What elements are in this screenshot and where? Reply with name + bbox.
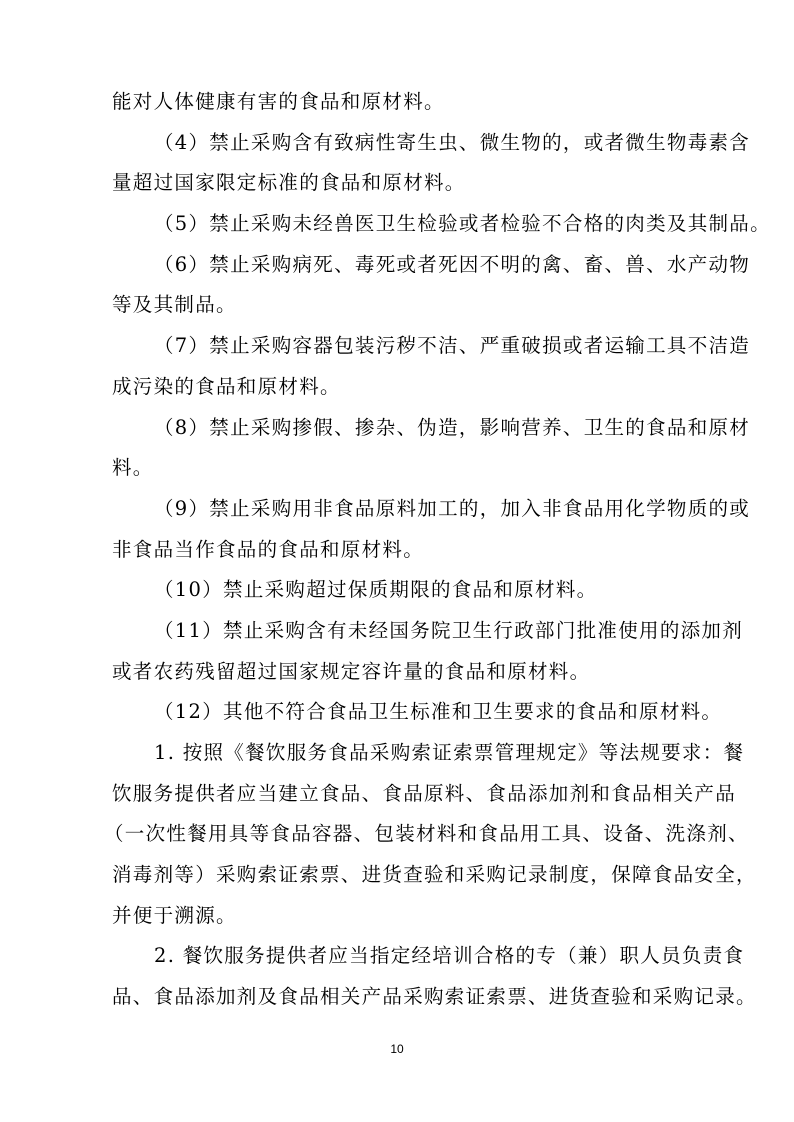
text-line: 1. 按照《餐饮服务食品采购索证索票管理规定》等法规要求：餐 (154, 741, 745, 764)
paragraph-item-8 (112, 408, 751, 489)
paragraph-item-5 (112, 204, 771, 245)
text-line: 品、食品添加剂及食品相关产品采购索证索票、进货查验和采购记录。 (112, 985, 757, 1009)
text-line: 能对人体健康有害的食品和原材料。 (112, 90, 445, 113)
paragraph-item-10 (112, 570, 682, 611)
paragraph-item-11 (112, 611, 744, 692)
paragraph-item-7 (112, 326, 751, 407)
text-line: 饮服务提供者应当建立食品、食品原料、食品添加剂和食品相关产品 (112, 781, 737, 805)
text-line: 非食品当作食品的食品和原材料。 (112, 537, 425, 561)
paragraph-point-2 (112, 936, 757, 1017)
paragraph-item-9 (112, 489, 751, 570)
text-line: （一次性餐用具等食品容器、包装材料和食品用工具、设备、洗涤剂、 (104, 822, 749, 846)
document-body (104, 82, 771, 1018)
text-line: （5）禁止采购未经兽医卫生检验或者检验不合格的肉类及其制品。 (154, 212, 771, 236)
text-line: 并便于溯源。 (112, 903, 237, 927)
paragraph-point-1 (104, 733, 757, 936)
text-line: 消毒剂等）采购索证索票、进货查验和采购记录制度，保障食品安全， (112, 863, 757, 887)
text-line: （9）禁止采购用非食品原料加工的，加入非食品用化学物质的或 (154, 496, 751, 520)
paragraph-item-4 (112, 123, 751, 204)
text-line: 料。 (112, 456, 154, 480)
text-line: 量超过国家限定标准的食品和原材料。 (112, 171, 466, 195)
text-line: （10）禁止采购超过保质期限的食品和原材料。 (154, 578, 598, 602)
paragraph-cont-3 (112, 82, 682, 123)
paragraph-item-12 (112, 692, 723, 733)
text-line: （12）其他不符合食品卫生标准和卫生要求的食品和原材料。 (154, 700, 723, 724)
text-line: 或者农药残留超过国家规定容许量的食品和原材料。 (112, 659, 591, 683)
text-line: （8）禁止采购掺假、掺杂、伪造，影响营养、卫生的食品和原材 (154, 415, 751, 439)
paragraph-item-6 (112, 245, 751, 326)
text-line: 等及其制品。 (112, 293, 237, 317)
text-line: （7）禁止采购容器包装污秽不洁、严重破损或者运输工具不洁造 (154, 334, 751, 358)
text-line: （4）禁止采购含有致病性寄生虫、微生物的，或者微生物毒素含 (154, 130, 751, 154)
text-line: 成污染的食品和原材料。 (112, 374, 341, 398)
page-number: 10 (390, 1042, 404, 1056)
text-line: （6）禁止采购病死、毒死或者死因不明的禽、畜、兽、水产动物 (154, 252, 751, 276)
text-line: 2. 餐饮服务提供者应当指定经培训合格的专（兼）职人员负责食 (154, 944, 745, 968)
text-line: （11）禁止采购含有未经国务院卫生行政部门批准使用的添加剂 (154, 618, 744, 642)
